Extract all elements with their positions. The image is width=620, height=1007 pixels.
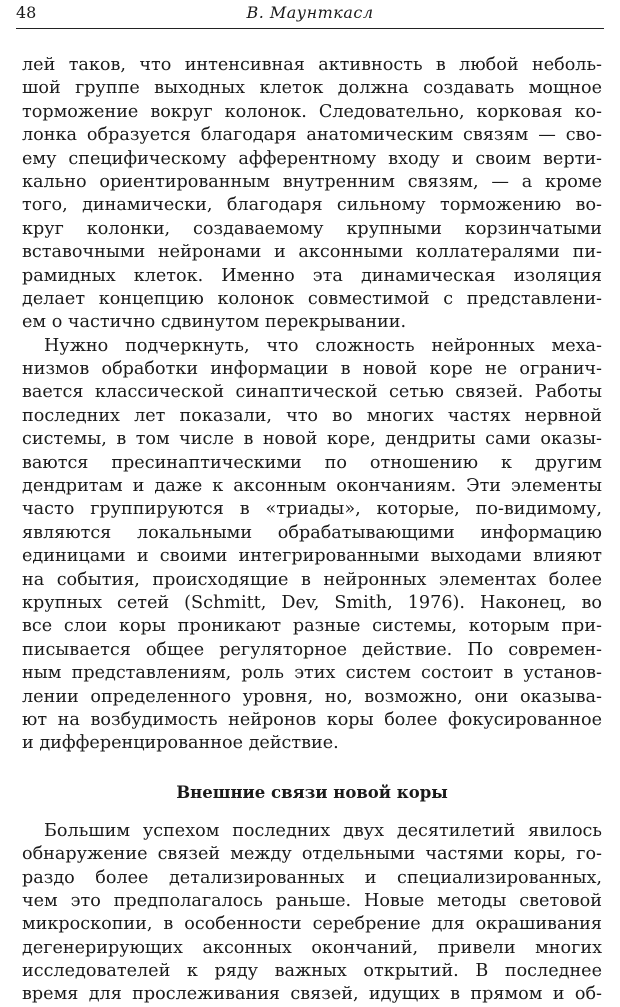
text-line: круг колонки, создаваемому крупными корзинчатыми bbox=[22, 218, 602, 239]
text-line: вается классической синаптической сетью связей. Работы bbox=[22, 382, 602, 403]
page-number: 48 bbox=[16, 3, 37, 22]
text-line: все слои коры проникают разные системы, которым при- bbox=[22, 616, 602, 637]
text-line: Нужно подчеркнуть, что сложность нейронных меха- bbox=[44, 335, 602, 356]
text-line: шой группе выходных клеток должна создавать мощное bbox=[22, 78, 602, 99]
text-line: кально ориентированным внутренним связям, — а кроме bbox=[22, 171, 602, 192]
text-line: время для прослеживания связей, идущих в прямом и об- bbox=[22, 984, 602, 1005]
text-line: того, динамически, благодаря сильному торможению во- bbox=[22, 195, 602, 216]
section-heading: Внешние связи новой коры bbox=[176, 782, 448, 802]
text-line: ют на возбудимость нейронов коры более фокусированное bbox=[22, 709, 602, 730]
running-title: В. Маунткасл bbox=[246, 3, 374, 22]
paragraph-2 bbox=[22, 335, 602, 756]
text-line: и дифференцированное действие. bbox=[22, 733, 339, 754]
text-line: рамидных клеток. Именно эта динамическая изоляция bbox=[22, 265, 602, 286]
text-line: ему специфическому афферентному входу и своим верти- bbox=[22, 148, 602, 169]
header-rule bbox=[16, 28, 604, 29]
text-line: торможение вокруг колонок. Следовательно, корковая ко- bbox=[22, 101, 602, 122]
text-line: делает концепцию колонок совместимой с представлени- bbox=[22, 288, 602, 309]
text-line: ваются пресинаптическими по отношению к другим bbox=[22, 452, 602, 473]
text-line: низмов обработки информации в новой коре не огранич- bbox=[22, 359, 602, 380]
text-line: обнаружение связей между отдельными частями коры, го- bbox=[22, 844, 602, 865]
text-line: лонка образуется благодаря анатомическим связям — сво- bbox=[22, 125, 602, 146]
text-line: ным представлениям, роль этих систем состоит в установ- bbox=[22, 663, 602, 684]
text-line: единицами и своими интегрированными выходами влияют bbox=[22, 546, 602, 567]
text-line: вставочными нейронами и аксонными коллатералями пи- bbox=[22, 242, 602, 263]
text-line: ем о частично сдвинутом перекрывании. bbox=[22, 312, 407, 333]
paragraph-1 bbox=[22, 54, 602, 335]
text-line: исследователей к ряду важных открытий. В последнее bbox=[22, 961, 602, 982]
text-line: дегенерирующих аксонных окончаний, привели многих bbox=[22, 937, 602, 958]
text-line: чем это предполагалось раньше. Новые методы световой bbox=[22, 890, 602, 911]
text-line: часто группируются в «триады», которые, по-видимому, bbox=[22, 499, 602, 520]
text-line: последних лет показали, что во многих частях нервной bbox=[22, 405, 602, 426]
body-text bbox=[22, 54, 602, 1007]
text-line: микроскопии, в особенности серебрение для окрашивания bbox=[22, 914, 602, 935]
text-line: лей таков, что интенсивная активность в любой неболь- bbox=[22, 55, 602, 75]
text-line: Большим успехом последних двух десятилетий явилось bbox=[44, 820, 602, 841]
text-line: дендритам и даже к аксонным окончаниям. Эти элементы bbox=[22, 476, 602, 497]
text-line: крупных сетей (Schmitt, Dev, Smith, 1976). Наконец, во bbox=[22, 592, 602, 613]
text-line: являются локальными обрабатывающими информацию bbox=[22, 522, 602, 543]
text-line: на события, происходящие в нейронных элементах более bbox=[22, 569, 602, 590]
text-line: лении определенного уровня, но, возможно, они оказыва- bbox=[22, 686, 602, 707]
text-line: раздо более детализированных и специализированных, bbox=[22, 867, 602, 888]
paragraph-3 bbox=[22, 820, 602, 1007]
text-line: системы, в том числе в новой коре, дендриты сами оказы- bbox=[22, 429, 602, 450]
running-head bbox=[16, 2, 604, 28]
text-line: писывается общее регуляторное действие. По современ- bbox=[22, 639, 602, 660]
